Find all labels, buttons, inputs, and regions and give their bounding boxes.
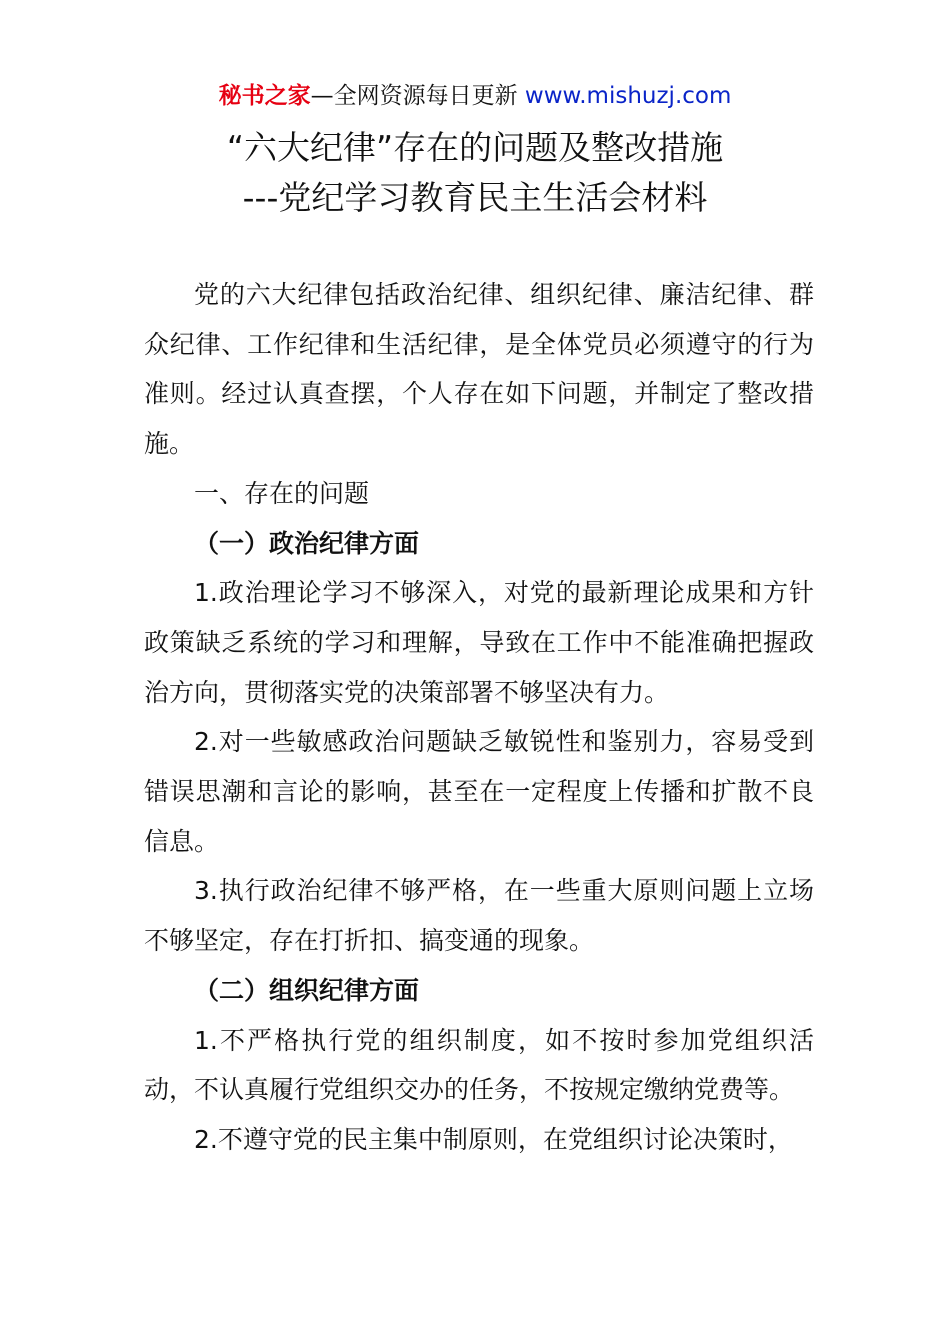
brand-name: 秘书之家	[218, 83, 311, 109]
section-heading: 一、存在的问题	[194, 478, 370, 508]
document-body	[144, 270, 814, 1165]
list-item: 1.政治理论学习不够深入，对党的最新理论成果和方针政策缺乏系统的学习和理解，导致在工作中不能准确把握政治方向，贯彻落实党的决策部署不够坚决有力。	[144, 578, 814, 707]
subsection-heading-organizational: （二）组织纪律方面	[194, 975, 420, 1005]
intro-paragraph: 党的六大纪律包括政治纪律、组织纪律、廉洁纪律、群众纪律、工作纪律和生活纪律，是全体党员必须遵守的行为准则。经过认真查摆，个人存在如下问题，并制定了整改措施。	[144, 280, 814, 459]
document-title: “六大纪律”存在的问题及整改措施	[226, 128, 724, 167]
list-item: 1.不严格执行党的组织制度，如不按时参加党组织活动，不认真履行党组织交办的任务，不按规定缴纳党费等。	[144, 1025, 814, 1105]
header-tagline: —全网资源每日更新	[310, 83, 518, 109]
list-item: 2.不遵守党的民主集中制原则，在党组织讨论决策时，	[194, 1124, 793, 1154]
list-item: 2.对一些敏感政治问题缺乏敏锐性和鉴别力，容易受到错误思潮和言论的影响，甚至在一定程度上传播和扩散不良信息。	[144, 727, 814, 856]
subsection-heading-political: （一）政治纪律方面	[194, 528, 420, 558]
site-header	[0, 80, 950, 112]
site-url-link[interactable]: www.mishuzj.com	[524, 83, 732, 109]
list-item: 3.执行政治纪律不够严格，在一些重大原则问题上立场不够坚定，存在打折扣、搞变通的现象。	[144, 876, 814, 956]
document-subtitle: ---党纪学习教育民主生活会材料	[242, 178, 708, 217]
